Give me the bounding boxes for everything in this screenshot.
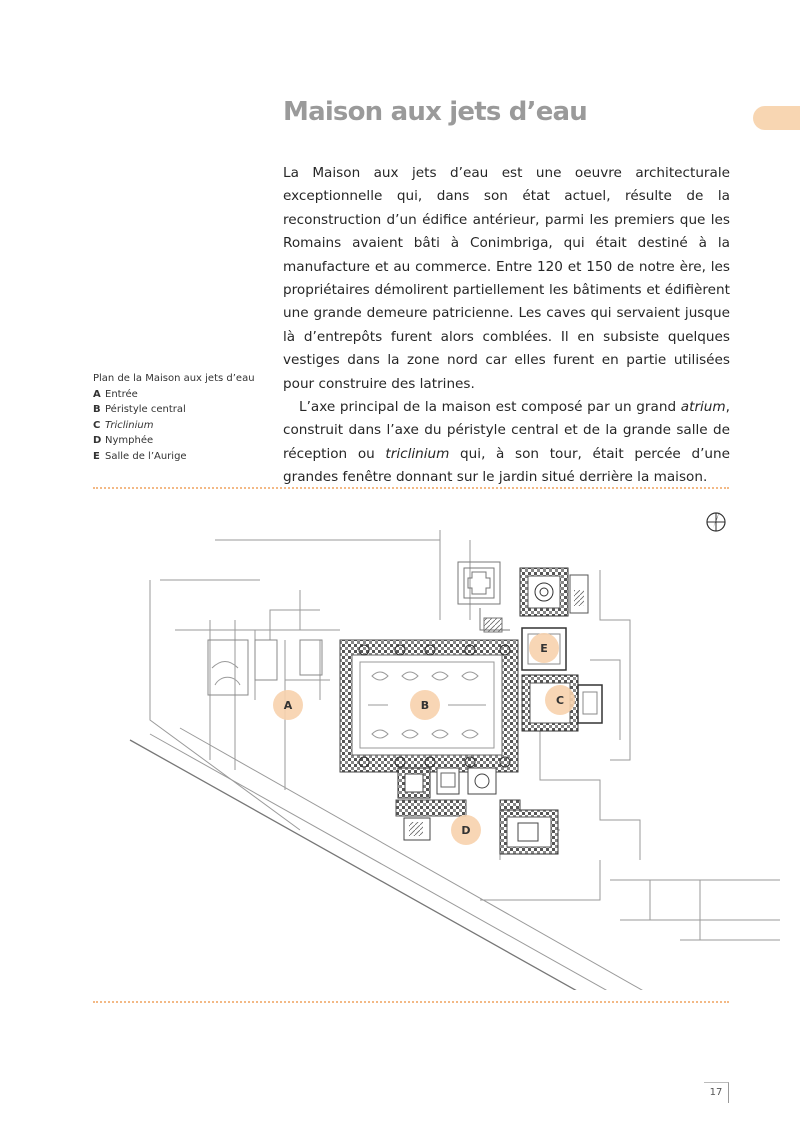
italic-term: atrium xyxy=(680,399,726,416)
page-number: 17 xyxy=(704,1082,729,1103)
text-run: La Maison aux jets d’eau est une oeuvre architecturale exceptionnelle qui, dans son état actuel, résulte de la reconstruction d’un édifice antérieur, parmi les premiers que les Romains avaient bâti à Conimbriga, qui était destiné à la manufacture et au commerce. Entre 120 et 150 de notre ère, les propriétaires démolirent partiellement les bâtiments et édifièrent une grande demeure patricienne. Les caves qui servaient jusque là d’entrepôts furent alors comblées. Il en subsiste quelques vestiges dans la zone nord car elles furent en partie utilisées pour construire des latrines. xyxy=(283,165,730,392)
text-run: L’axe principal de la maison est composé par un grand xyxy=(299,399,681,416)
chapter-tab xyxy=(753,106,800,130)
divider-bottom xyxy=(93,1001,729,1003)
plan-marker-label: A xyxy=(283,699,293,712)
plan-marker-label: B xyxy=(420,699,430,712)
plan-caption xyxy=(93,371,273,465)
body-text xyxy=(283,162,730,490)
page-title: Maison aux jets d’eau xyxy=(283,97,587,127)
plan-marker-b xyxy=(410,690,440,720)
compass-icon xyxy=(707,510,725,531)
plan-marker-label: C xyxy=(555,694,565,707)
italic-term: triclinium xyxy=(385,445,450,462)
caption-item-a: A Entrée xyxy=(93,388,138,400)
text-run: qui, à son tour, était percée d’une grandes fenêtre donnant sur le jardin situé derrière la maison. xyxy=(283,445,731,486)
plan-marker-c xyxy=(545,685,575,715)
paragraph-2 xyxy=(283,396,730,490)
floor-plan xyxy=(0,500,800,990)
caption-title: Plan de la Maison aux jets d’eau xyxy=(93,373,255,384)
plan-marker-e xyxy=(529,633,559,663)
paragraph-1 xyxy=(283,162,730,396)
caption-item-c: C Triclinium xyxy=(93,419,154,431)
caption-item-e: E Salle de l’Aurige xyxy=(93,450,187,462)
divider-top xyxy=(93,487,729,489)
caption-item-d: D Nymphée xyxy=(93,435,154,447)
nymphaeum-block xyxy=(396,768,558,854)
plan-marker-label: E xyxy=(540,642,548,655)
caption-item-b: B Péristyle central xyxy=(93,404,186,416)
plan-marker-label: D xyxy=(461,824,471,837)
plan-marker-d xyxy=(451,815,481,845)
plan-marker-a xyxy=(273,690,303,720)
text-run: , construit dans l’axe du péristyle central et de la grande salle de réception ou xyxy=(283,399,730,462)
